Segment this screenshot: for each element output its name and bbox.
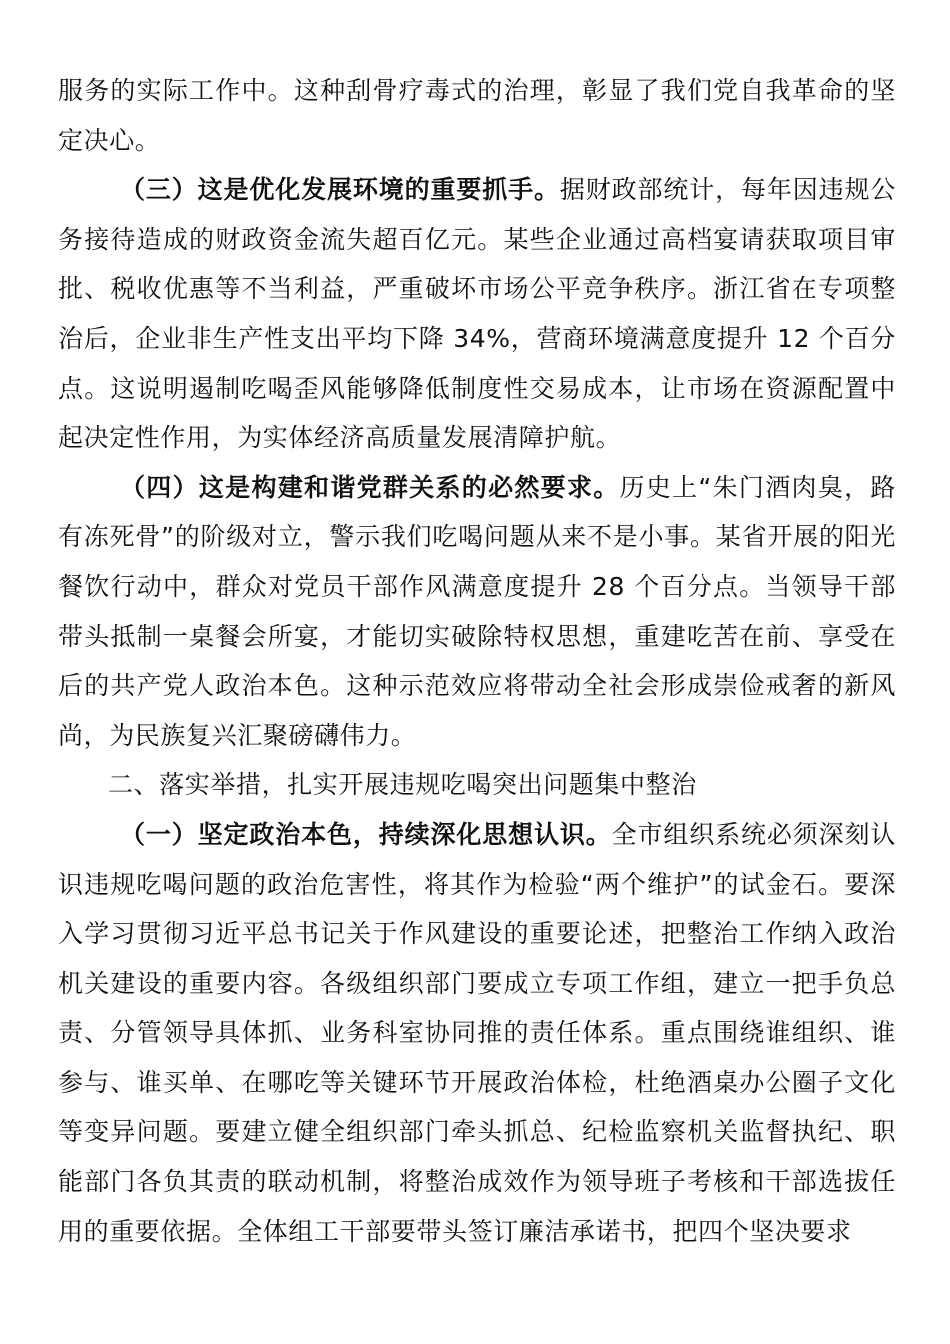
paragraph-text: 历史上“朱门酒肉臭，路有冻死骨”的阶级对立，警示我们吃喝问题从来不是小事。某省开展的阳光餐饮行动中，群众对党员干部作风满意度提升 28 个百分点。当领导干部带头抵制一桌餐会所宴，才能切实破除特权思想，重建吃苦在前、享受在后的共产党人政治本色。这种示范效应将带动全社会形成崇俭戒奢的新风尚，为民族复兴汇聚磅礴伟力。 — [58, 472, 896, 750]
chapter-heading-2 — [58, 760, 896, 810]
paragraph-section-3 — [58, 165, 896, 463]
paragraph-text: 全市组织系统必须深刻认识违规吃喝问题的政治危害性，将其作为检验“两个维护”的试金石。要深入学习贯彻习近平总书记关于作风建设的重要论述，把整治工作纳入政治机关建设的重要内容。各级组织部门要成立专项工作组，建立一把手负总责、分管领导具体抓、业务科室协同推的责任体系。重点围绕谁组织、谁参与、谁买单、在哪吃等关键环节开展政治体检，杜绝酒桌办公圈子文化等变异问题。要建立健全组织部门牵头抓总、纪检监察机关监督执纪、职能部门各负其责的联动机制，将整治成效作为领导班子考核和干部选拔任用的重要依据。全体组工干部要带头签订廉洁承诺书，把四个坚决要求 — [58, 819, 896, 1246]
chapter-heading-text: 二、落实举措，扎实开展违规吃喝突出问题集中整治 — [108, 770, 697, 800]
paragraph-continuation — [58, 66, 896, 165]
paragraph-text: 服务的实际工作中。这种刮骨疗毒式的治理，彰显了我们党自我革命的坚定决心。 — [58, 76, 896, 155]
subsection-heading-1: （一）坚定政治本色，持续深化思想认识。 — [120, 819, 612, 849]
paragraph-section-4 — [58, 463, 896, 761]
section-heading-4: （四）这是构建和谐党群关系的必然要求。 — [120, 472, 620, 502]
paragraph-subsection-1 — [58, 810, 896, 1256]
section-heading-3: （三）这是优化发展环境的重要抓手。 — [120, 175, 560, 205]
paragraph-text: 据财政部统计，每年因违规公务接待造成的财政资金流失超百亿元。某些企业通过高档宴请获取项目审批、税收优惠等不当利益，严重破坏市场公平竞争秩序。浙江省在专项整治后，企业非生产性支出平均下降 34%，营商环境满意度提升 12 个百分点。这说明遏制吃喝歪风能够降低制度性交易成本，让市场在资源配置中起决定性作用，为实体经济高质量发展清障护航。 — [58, 175, 896, 453]
document-body — [58, 66, 896, 1256]
